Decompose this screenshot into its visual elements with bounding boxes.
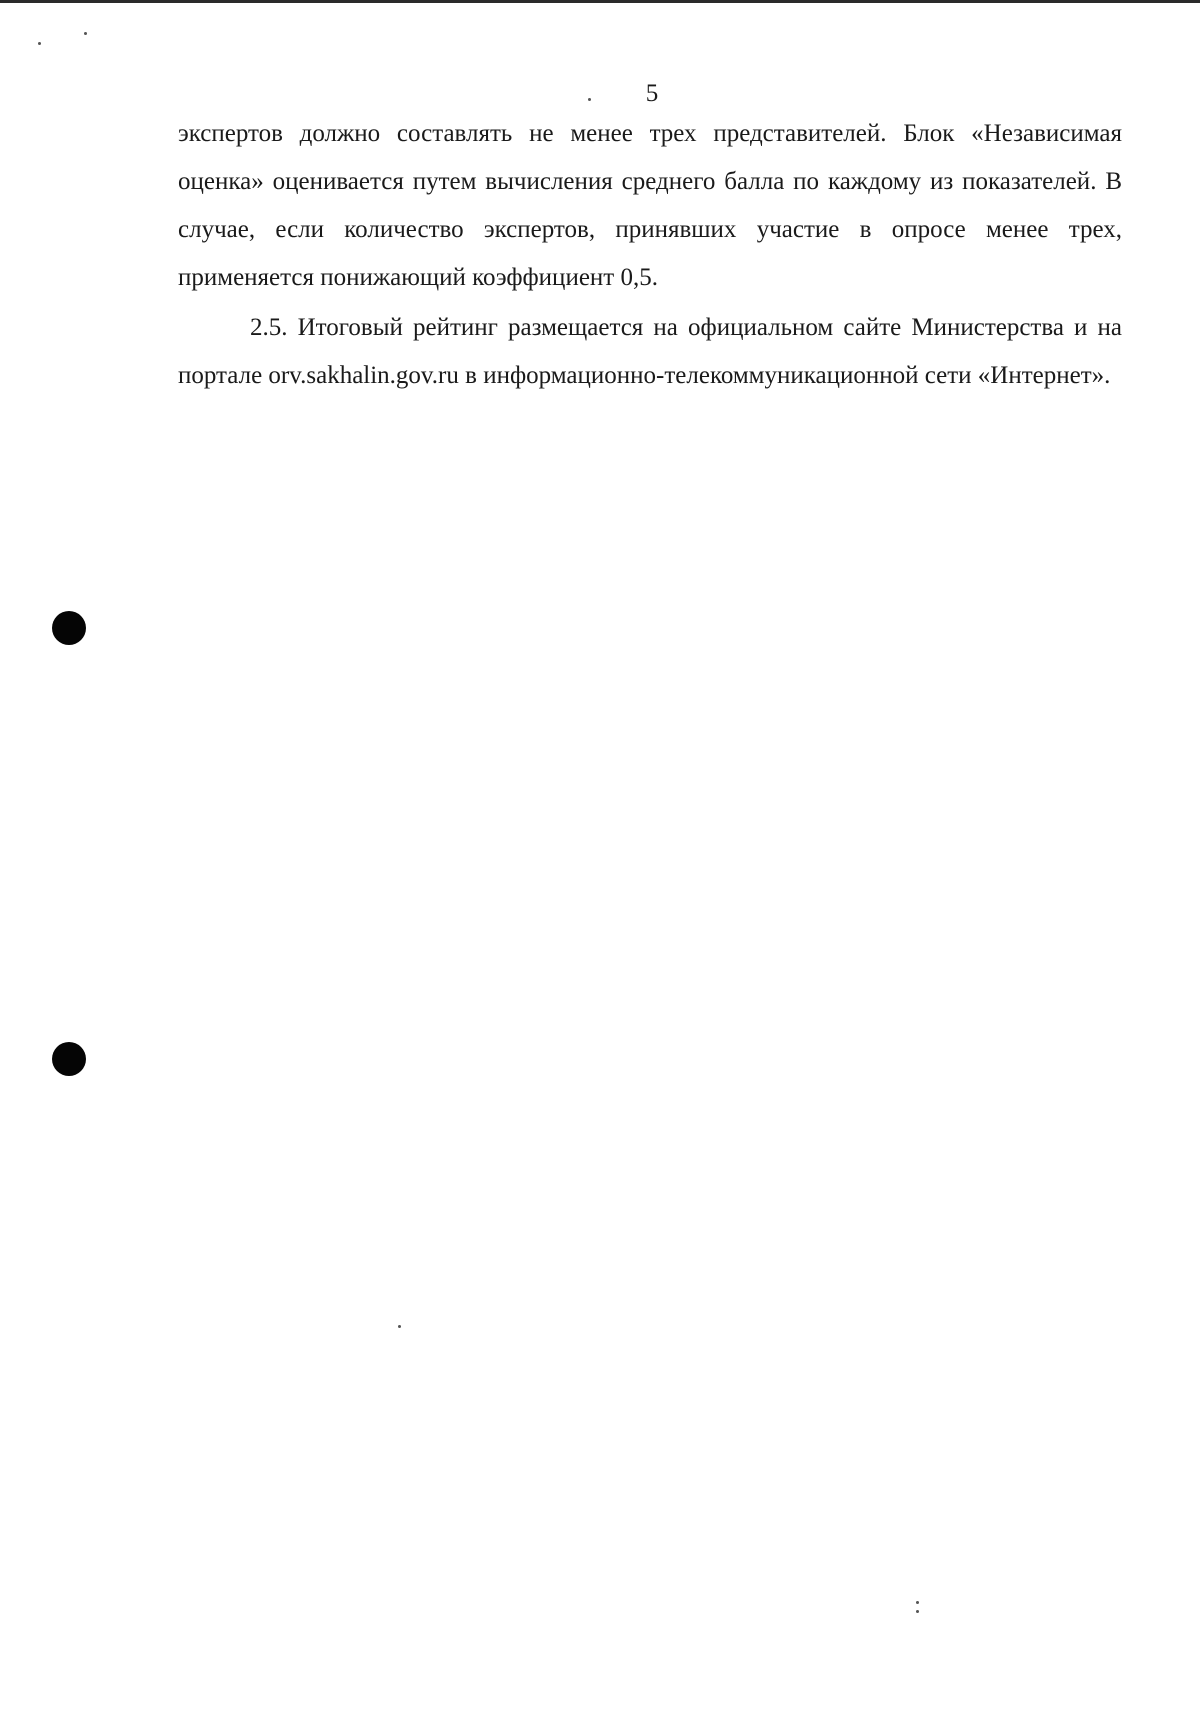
scan-speck [38, 42, 41, 45]
punch-hole-mark [52, 1042, 86, 1076]
scan-speck [588, 98, 591, 101]
scan-speck [398, 1325, 401, 1328]
paragraph-expert-evaluation: экспертов должно составлять не менее трех представителей. Блок «Независимая оценка» оценивается путем вычисления среднего балла по каждому из показателей. В случае, если количество экспертов, принявших участие в опросе менее трех, применяется понижающий коэффициент 0,5. [178, 120, 1122, 291]
scan-speck [916, 1610, 919, 1613]
paragraph-2-5-rating-publication: 2.5. Итоговый рейтинг размещается на официальном сайте Министерства и на портале orv.sakhalin.gov.ru в информационно-телекоммуникационной сети «Интернет». [178, 314, 1122, 389]
scan-speck [84, 32, 87, 35]
punch-hole-mark [52, 611, 86, 645]
scan-top-edge [0, 0, 1200, 3]
page-number: 5 [645, 80, 659, 107]
scan-speck [916, 1601, 919, 1604]
